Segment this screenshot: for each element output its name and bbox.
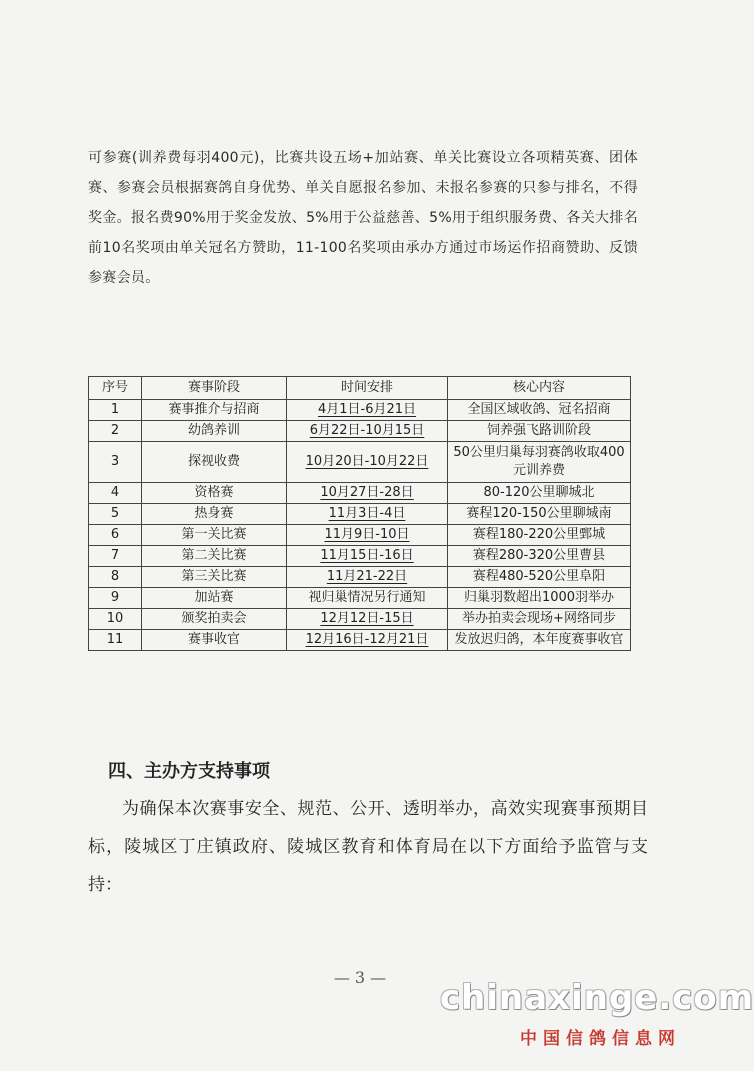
row-time: [287, 546, 448, 567]
row-stage: 赛事收官: [142, 630, 287, 651]
row-time: [287, 609, 448, 630]
schedule-table: [88, 376, 631, 651]
row-core: 发放迟归鸽，本年度赛事收官: [448, 630, 631, 651]
table-row: [89, 609, 631, 630]
row-time-text: 12月12日-15日: [320, 611, 414, 626]
row-time-text: 11月9日-10日: [324, 527, 410, 542]
row-stage: 加站赛: [142, 588, 287, 609]
intro-paragraph: 可参赛(训养费每羽400元)，比赛共设五场+加站赛、单关比赛设立各项精英赛、团体赛、参赛会员根据赛鸽自身优势、单关自愿报名参加、未报名参赛的只参与排名，不得奖金。报名费90%用于奖金发放、5%用于公益慈善、5%用于组织服务费、各关大排名前10名奖项由单关冠名方赞助，11-100名奖项由承办方通过市场运作招商赞助、反馈参赛会员。: [88, 150, 638, 286]
table-row: [89, 483, 631, 504]
row-time-text: 11月21-22日: [326, 569, 408, 584]
row-stage: 幼鸽养训: [142, 421, 287, 442]
row-core: 80-120公里聊城北: [448, 483, 631, 504]
row-core: 举办拍卖会现场+网络同步: [448, 609, 631, 630]
page-number: — 3 —: [333, 968, 387, 987]
table-row: [89, 567, 631, 588]
row-time: [287, 400, 448, 421]
row-time-text: 6月22日-10月15日: [309, 423, 425, 438]
row-time-text: 11月3日-4日: [328, 506, 406, 521]
row-stage: 第一关比赛: [142, 525, 287, 546]
row-time-text: 4月1日-6月21日: [317, 402, 417, 417]
row-stage: 赛事推介与招商: [142, 400, 287, 421]
row-time: [287, 483, 448, 504]
row-no: 7: [89, 546, 142, 567]
intro-paragraph-block: [88, 143, 638, 293]
header-core: 核心内容: [448, 377, 631, 400]
row-time: [287, 504, 448, 525]
row-time: [287, 567, 448, 588]
table-row: [89, 504, 631, 525]
schedule-header-row: [89, 377, 631, 400]
row-stage: 资格赛: [142, 483, 287, 504]
row-no: 11: [89, 630, 142, 651]
row-core: 50公里归巢每羽赛鸽收取400元训养费: [448, 442, 631, 483]
row-no: 4: [89, 483, 142, 504]
row-no: 2: [89, 421, 142, 442]
table-row: [89, 442, 631, 483]
table-row: [89, 400, 631, 421]
row-time-text: 11月15日-16日: [320, 548, 414, 563]
table-row: [89, 630, 631, 651]
row-core: 赛程180-220公里鄄城: [448, 525, 631, 546]
row-no: 5: [89, 504, 142, 525]
row-core: 饲养强飞路训阶段: [448, 421, 631, 442]
row-stage: 颁奖拍卖会: [142, 609, 287, 630]
watermark-name: 中国信鸽信息网: [520, 1029, 681, 1049]
table-row: [89, 546, 631, 567]
section-title: 四、主办方支持事项: [108, 761, 270, 782]
row-time-text: 10月27日-28日: [320, 485, 414, 500]
header-time: 时间安排: [287, 377, 448, 400]
table-row: [89, 525, 631, 546]
row-core: 赛程120-150公里聊城南: [448, 504, 631, 525]
row-core: 赛程280-320公里曹县: [448, 546, 631, 567]
row-stage: 热身赛: [142, 504, 287, 525]
row-core: 赛程480-520公里阜阳: [448, 567, 631, 588]
section-paragraph: 为确保本次赛事安全、规范、公开、透明举办，高效实现赛事预期目标，陵城区丁庄镇政府、陵城区教育和体育局在以下方面给予监管与支持：: [88, 799, 648, 895]
row-no: 1: [89, 400, 142, 421]
header-no: 序号: [89, 377, 142, 400]
table-row: [89, 421, 631, 442]
row-time: [287, 442, 448, 483]
section-body: [88, 790, 648, 904]
row-no: 9: [89, 588, 142, 609]
table-row: [89, 588, 631, 609]
row-core: 归巢羽数超出1000羽举办: [448, 588, 631, 609]
row-time: [287, 421, 448, 442]
row-no: 8: [89, 567, 142, 588]
row-no: 6: [89, 525, 142, 546]
watermark-site: chinaxinge.com: [440, 978, 754, 1018]
row-time: [287, 630, 448, 651]
row-time-text: 10月20日-10月22日: [305, 454, 429, 469]
row-no: 10: [89, 609, 142, 630]
row-stage: 第三关比赛: [142, 567, 287, 588]
header-stage: 赛事阶段: [142, 377, 287, 400]
row-stage: 第二关比赛: [142, 546, 287, 567]
row-no: 3: [89, 442, 142, 483]
row-time-text: 12月16日-12月21日: [305, 632, 429, 647]
row-time: [287, 525, 448, 546]
row-stage: 探视收费: [142, 442, 287, 483]
row-time: 视归巢情况另行通知: [287, 588, 448, 609]
row-core: 全国区域收鸽、冠名招商: [448, 400, 631, 421]
